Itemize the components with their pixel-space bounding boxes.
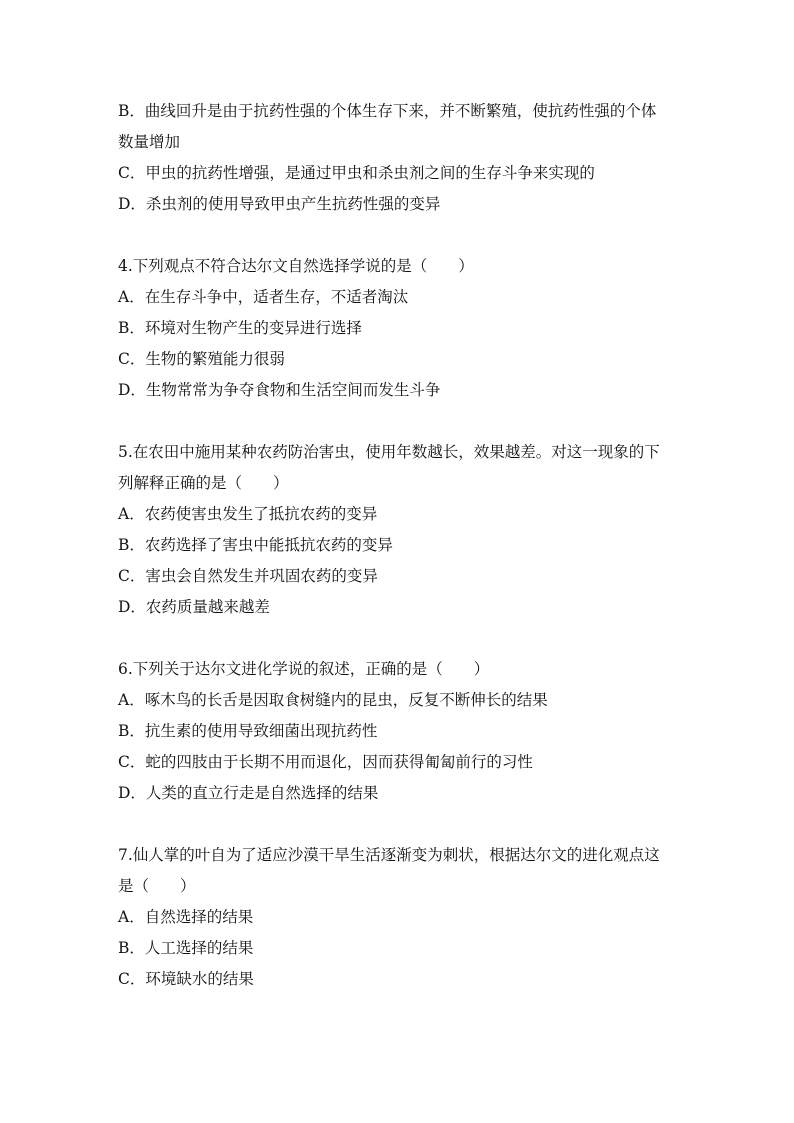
q6-option-b: B．抗生素的使用导致细菌出现抗药性: [118, 722, 378, 740]
q7-option-a: A．自然选择的结果: [118, 908, 254, 926]
q5-option-d: D．农药质量越来越差: [118, 598, 270, 616]
q7-option-c: C．环境缺水的结果: [118, 970, 254, 988]
q4-option-a: A．在生存斗争中，适者生存，不适者淘汰: [118, 288, 409, 306]
q3-option-b-line2: 数量增加: [118, 133, 181, 151]
q5-option-a: A．农药使害虫发生了抵抗农药的变异: [118, 505, 378, 523]
q5-stem-line1: 5.在农田中施用某种农药防治害虫，使用年数越长，效果越差。对这一现象的下: [118, 443, 660, 461]
q6-option-d: D．人类的直立行走是自然选择的结果: [118, 784, 379, 802]
spacer: [118, 623, 688, 654]
q7-option-b: B．人工选择的结果: [118, 939, 254, 957]
q4-option-d: D．生物常常为争夺食物和生活空间而发生斗争: [118, 381, 441, 399]
question-content: [118, 96, 688, 995]
q6-stem: 6.下列关于达尔文进化学说的叙述，正确的是（ ）: [118, 660, 490, 678]
q6-option-a: A．啄木鸟的长舌是因取食树缝内的昆虫，反复不断伸长的结果: [118, 691, 548, 709]
q6-option-c: C．蛇的四肢由于长期不用而退化，因而获得匍匐前行的习性: [118, 753, 533, 771]
q5-stem-line2: 列解释正确的是（ ）: [118, 474, 289, 492]
spacer: [118, 406, 688, 437]
q3-option-d: D．杀虫剂的使用导致甲虫产生抗药性强的变异: [118, 195, 441, 213]
q4-option-b: B．环境对生物产生的变异进行选择: [118, 319, 362, 337]
q4-option-c: C．生物的繁殖能力很弱: [118, 350, 285, 368]
question-3-tail: [118, 96, 688, 220]
question-5: [118, 437, 688, 623]
q7-stem-line2: 是（ ）: [118, 877, 196, 895]
q4-stem: 4.下列观点不符合达尔文自然选择学说的是（ ）: [118, 257, 474, 275]
q5-option-b: B．农药选择了害虫中能抵抗农药的变异: [118, 536, 393, 554]
q5-option-c: C．害虫会自然发生并巩固农药的变异: [118, 567, 378, 585]
q3-option-c: C．甲虫的抗药性增强，是通过甲虫和杀虫剂之间的生存斗争来实现的: [118, 164, 595, 182]
q7-stem-line1: 7.仙人掌的叶自为了适应沙漠干旱生活逐渐变为刺状，根据达尔文的进化观点这: [118, 846, 660, 864]
q3-option-b-line1: B．曲线回升是由于抗药性强的个体生存下来，并不断繁殖，使抗药性强的个体: [118, 102, 657, 120]
question-4: [118, 251, 688, 406]
spacer: [118, 220, 688, 251]
question-7: [118, 840, 688, 995]
question-6: [118, 654, 688, 809]
spacer: [118, 809, 688, 840]
